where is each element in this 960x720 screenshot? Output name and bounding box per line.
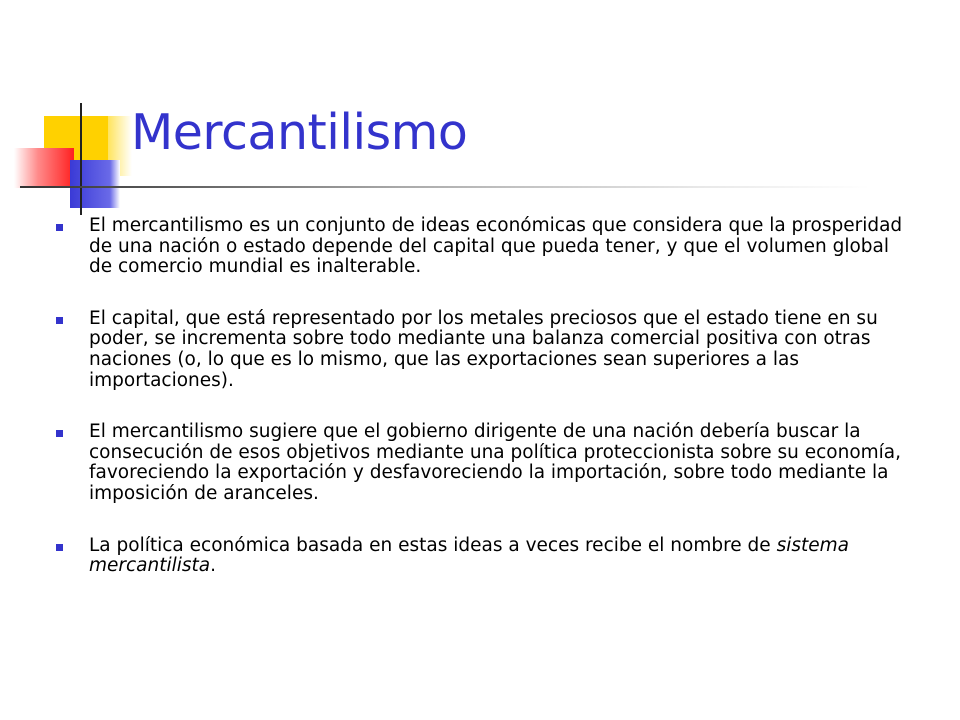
bullet-text-lead: La política económica basada en estas ideas a veces recibe el nombre de <box>89 534 777 556</box>
title-underline <box>20 186 870 188</box>
bullet-text: El capital, que está representado por los metales preciosos que el estado tiene en su poder, se incrementa sobre todo mediante una balanza comercial positiva con otras naciones (o, lo que es lo mismo, que las exportaciones sean superiores a las importaciones). <box>89 307 878 391</box>
slide-title: Mercantilismo <box>131 104 468 161</box>
bullet-text: El mercantilismo sugiere que el gobierno dirigente de una nación debería buscar la consecución de esos objetivos mediante una política proteccionista sobre su economía, favoreciendo la exportación y desfavoreciendo la importación, sobre todo mediante la imposición de aranceles. <box>89 421 902 504</box>
red-square-decoration <box>14 148 74 188</box>
bullet-item <box>56 422 906 504</box>
bullet-text <box>89 536 906 577</box>
square-bullet-icon <box>56 544 63 551</box>
bullet-item <box>56 216 906 278</box>
square-bullet-icon <box>56 224 63 231</box>
bullet-text: El mercantilismo es un conjunto de ideas económicas que considera que la prosperidad de una nación o estado depende del capital que pueda tener, y que el volumen global de comercio mundial es inalterable. <box>89 215 903 278</box>
bullet-item <box>56 309 906 391</box>
square-bullet-icon <box>56 317 63 324</box>
bullet-list <box>56 216 906 608</box>
bullet-item <box>56 536 906 577</box>
vertical-line-decoration <box>80 103 82 215</box>
emphasized-term: sistema mercantilista <box>89 534 849 577</box>
square-bullet-icon <box>56 430 63 437</box>
bullet-text-suffix: . <box>210 555 217 577</box>
blue-square-decoration <box>70 160 120 208</box>
